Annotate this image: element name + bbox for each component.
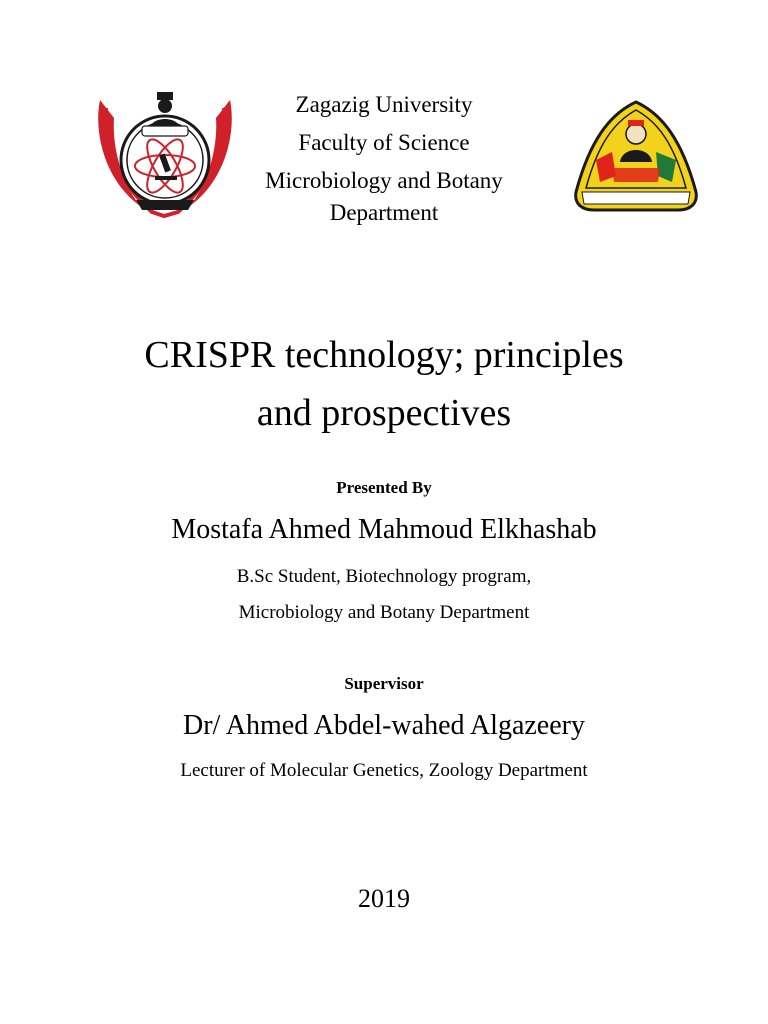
presenter-name: Mostafa Ahmed Mahmoud Elkhashab	[171, 514, 597, 545]
publication-year: 2019	[358, 884, 410, 913]
zagazig-university-shield-icon	[572, 100, 700, 214]
presenter-role-line1: B.Sc Student, Biotechnology program,	[236, 566, 532, 587]
presenter-role-line2: Microbiology and Botany Department	[238, 602, 530, 623]
supervisor-role: Lecturer of Molecular Genetics, Zoology Department	[180, 760, 588, 781]
department-name-line1: Microbiology and Botany	[265, 168, 503, 193]
document-title	[60, 326, 708, 442]
presented-by-label: Presented By	[336, 478, 432, 497]
supervisor-label: Supervisor	[344, 674, 424, 693]
faculty-name: Faculty of Science	[298, 130, 470, 155]
title-line2: and prospectives	[256, 392, 512, 434]
department-name-line2: Department	[329, 200, 439, 225]
supervisor-name: Dr/ Ahmed Abdel-wahed Algazeery	[183, 710, 585, 741]
title-line1: CRISPR technology; principles	[144, 334, 624, 376]
institution-header	[240, 86, 528, 226]
faculty-of-science-seal-icon	[92, 88, 238, 220]
university-name: Zagazig University	[295, 92, 473, 117]
